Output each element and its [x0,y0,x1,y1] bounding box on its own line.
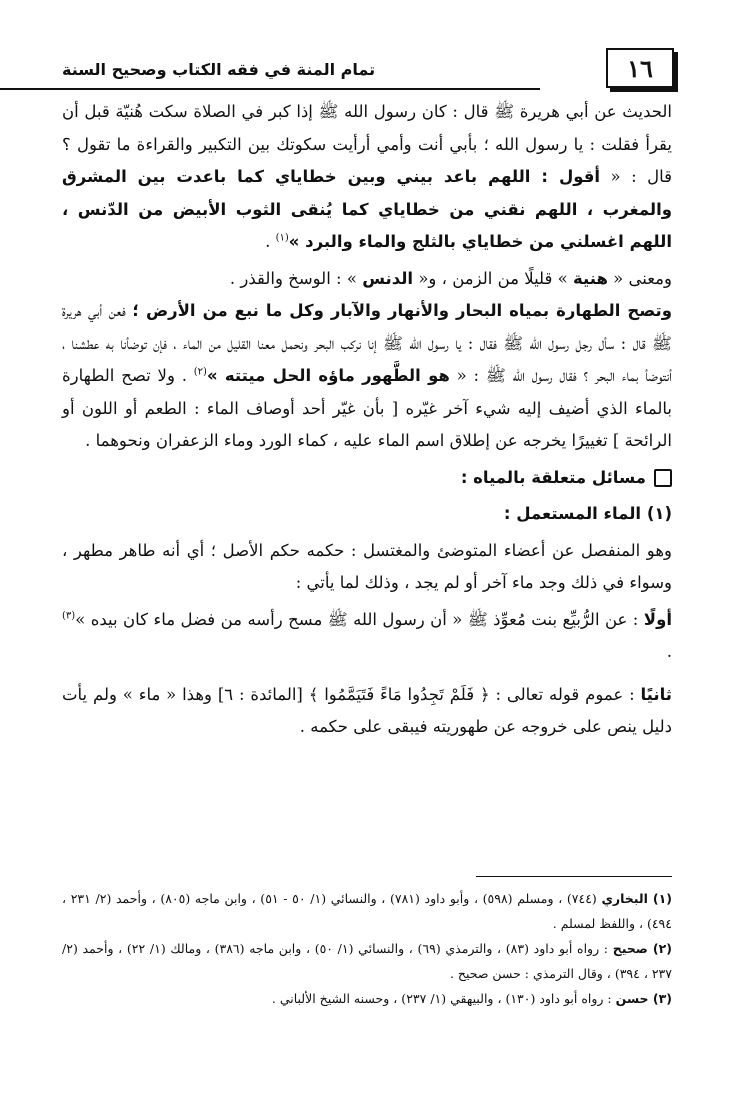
hadith-close-quote: » [288,232,306,251]
tahara-paragraph [62,295,672,458]
meaning-text-1: ومعنى « [607,268,672,288]
tahara-continuation: . ولا تصح الطهارة بالماء الذي أضيف إليه شيء آخر غيّره [ بأن غيّر أحد أوصاف الماء : الطعم أو اللون أو الرائحة ] تغييرًا يخرجه عن إطلاق اسم الماء عليه ، كماء الورد وماء الزعفران ونحوهما . [62,366,672,450]
page-number: ١٦ [627,53,653,83]
tahara-hadith: فعن أبي هريرة ﷺ قال : سأل رجل رسول الله ﷺ فقال : يا رسول الله ﷺ إنا نركب البحر ونحمل معنا القليل من الماء ، فإن توضأنا به عطشنا ، أنتوضأ بماء البحر ؟ فقال رسول الله ﷺ : « [62,301,673,385]
footnote-3-label: (٣) حسن [615,991,672,1006]
hadith-intro: الحديث عن أبي هريرة ﷺ قال : كان رسول الله ﷺ إذا كبر في الصلاة سكت هُنيّة قبل أن يقرأ فقلت : يا رسول الله ؛ بأبي أنت وأمي أرأيت سكوتك بين التكبير والقراءة ما تقول ؟ قال : « [62,102,673,186]
tahara-quote: هو الطَّهور ماؤه الحل ميتته [224,366,450,385]
footnote-3 [62,986,672,1011]
meaning-text-3: » : الوسخ والقذر . [229,268,363,288]
used-water-paragraph: وهو المنفصل عن أعضاء المتوضئ والمغتسل : حكمه حكم الأصل ؛ أي أنه طاهر مطهر ، وسواء في ذلك وجد ماء آخر أو لم يجد ، وذلك لما يأتي : [62,540,672,592]
hadith-end: . [265,232,276,251]
second-evidence-text: : عموم قوله تعالى : ﴿ فَلَمْ تَجِدُوا مَاءً فَتَيَمَّمُوا ﴾ [المائدة : ٦] وهذا « ماء » ولم يأت دليل ينص على خروجه عن طهوريته فيبقى على حكمه . [62,684,672,736]
footnote-1 [62,886,672,936]
footnote-2 [62,936,672,986]
meaning-paragraph [62,263,672,296]
footnote-1-text: (٧٤٤) ، ومسلم (٥٩٨) ، وأبو داود (٧٨١) ، والنسائي (١/ ٥٠ - ٥١) ، وابن ماجه (٨٠٥) ، وأحمد (٢/ ٢٣١ ، ٤٩٤) ، واللفظ لمسلم . [62,891,672,931]
footnote-ref-3[interactable]: (٣) [62,610,76,621]
tahara-close-quote: » [206,366,225,385]
section-title: مسائل متعلقة بالمياه : [460,467,646,487]
footnote-2-label: (٢) صحيح [612,941,673,956]
page-header [62,48,674,92]
tahara-rule: وتصح الطهارة بمياه البحار والأنهار والآبار وكل ما نبع من الأرض ؛ [132,301,672,320]
first-label: أولًا [643,609,672,629]
footnote-ref-1[interactable]: (١) [275,232,289,244]
subsection-heading: (١) الماء المستعمل : [503,504,672,523]
header-rule [0,88,540,90]
footnote-separator [476,876,672,877]
second-label: ثانيًا [640,684,672,704]
term-danas: الدنس [362,268,414,288]
section-heading [62,462,672,495]
term-hania: هنية [572,268,608,288]
running-title: تمام المنة في فقه الكتاب وصحيح السنة [62,60,376,79]
square-bullet-icon [654,469,672,487]
first-evidence-end: . [666,642,672,661]
page-number-box [606,48,674,88]
meaning-text-2: » قليلًا من الزمن ، و« [413,268,573,288]
footnotes [62,886,672,1011]
hadith-paragraph [62,96,672,259]
footnote-1-label: (١) البخاري [601,891,672,906]
second-evidence-paragraph [62,679,672,744]
first-evidence-paragraph [62,604,672,669]
main-text [62,96,672,744]
footnote-3-text: : رواه أبو داود (١٣٠) ، والبيهقي (١/ ٢٣٧) ، وحسنه الشيخ الألباني . [271,991,616,1006]
hadith-supplication: أقول : اللهم باعد بيني وبين خطاياي كما باعدت بين المشرق والمغرب ، اللهم نقني من خطاياي كما يُنقى الثوب الأبيض من الدّنس ، اللهم اغسلني من خطاياي بالثلج والماء والبرد [62,167,672,251]
footnote-ref-2[interactable]: (٢) [193,366,207,378]
first-evidence-text: : عن الرُّبيِّع بنت مُعوِّذ ﷺ « أن رسول الله ﷺ مسح رأسه من فضل ماء كان بيده » [75,609,644,629]
footnote-2-text: : رواه أبو داود (٨٣) ، والترمذي (٦٩) ، والنسائي (١/ ٥٠) ، وابن ماجه (٣٨٦) ، ومالك (١/ ٢٢) ، وأحمد (٢/ ٢٣٧ ، ٣٩٤) ، وقال الترمذي : حسن صحيح . [62,941,672,981]
